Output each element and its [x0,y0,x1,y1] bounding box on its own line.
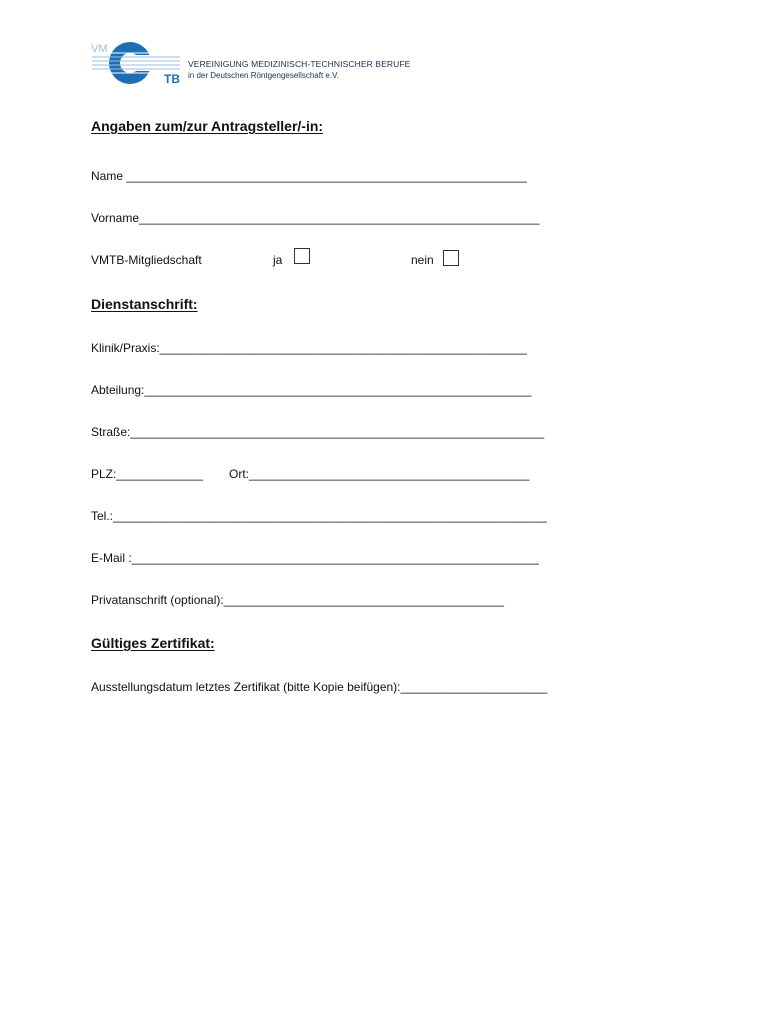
name-field[interactable]: Name ____________________________________________________________ [91,169,527,183]
private-address-field[interactable]: Privatanschrift (optional):__________________________________________ [91,593,505,607]
logo-mark-top: VM [91,43,108,55]
logo-mark-bottom: TB [164,72,180,86]
heading-applicant: Angaben zum/zur Antragsteller/-in: [91,118,324,134]
klinik-field[interactable]: Klinik/Praxis:_______________________________________________________ [91,341,527,355]
heading-certificate: Gültiges Zertifikat: [91,635,215,651]
vmtb-logo-icon [88,41,188,89]
membership-label: VMTB-Mitgliedschaft [91,253,202,267]
membership-no-label: nein [411,253,434,267]
abteilung-field[interactable]: Abteilung:__________________________________________________________ [91,383,532,397]
ort-field[interactable]: Ort:__________________________________________ [229,467,530,481]
organization-logo [88,41,411,89]
logo-org-subtitle: in der Deutschen Röntgengesellschaft e.V. [188,71,339,80]
plz-field[interactable]: PLZ:_____________ [91,467,204,481]
membership-no-checkbox[interactable] [443,250,459,266]
logo-org-name: VEREINIGUNG MEDIZINISCH-TECHNISCHER BERUFE [188,59,411,69]
heading-office-address: Dienstanschrift: [91,296,198,312]
tel-field[interactable]: Tel.:_________________________________________________________________ [91,509,547,523]
vorname-field[interactable]: Vorname____________________________________________________________ [91,211,540,225]
certificate-date-field[interactable]: Ausstellungsdatum letztes Zertifikat (bitte Kopie beifügen):______________________ [91,680,548,694]
membership-yes-label: ja [273,253,283,267]
membership-yes-checkbox[interactable] [294,248,310,264]
email-field[interactable]: E-Mail :_____________________________________________________________ [91,551,539,565]
strasse-field[interactable]: Straße:______________________________________________________________ [91,425,545,439]
